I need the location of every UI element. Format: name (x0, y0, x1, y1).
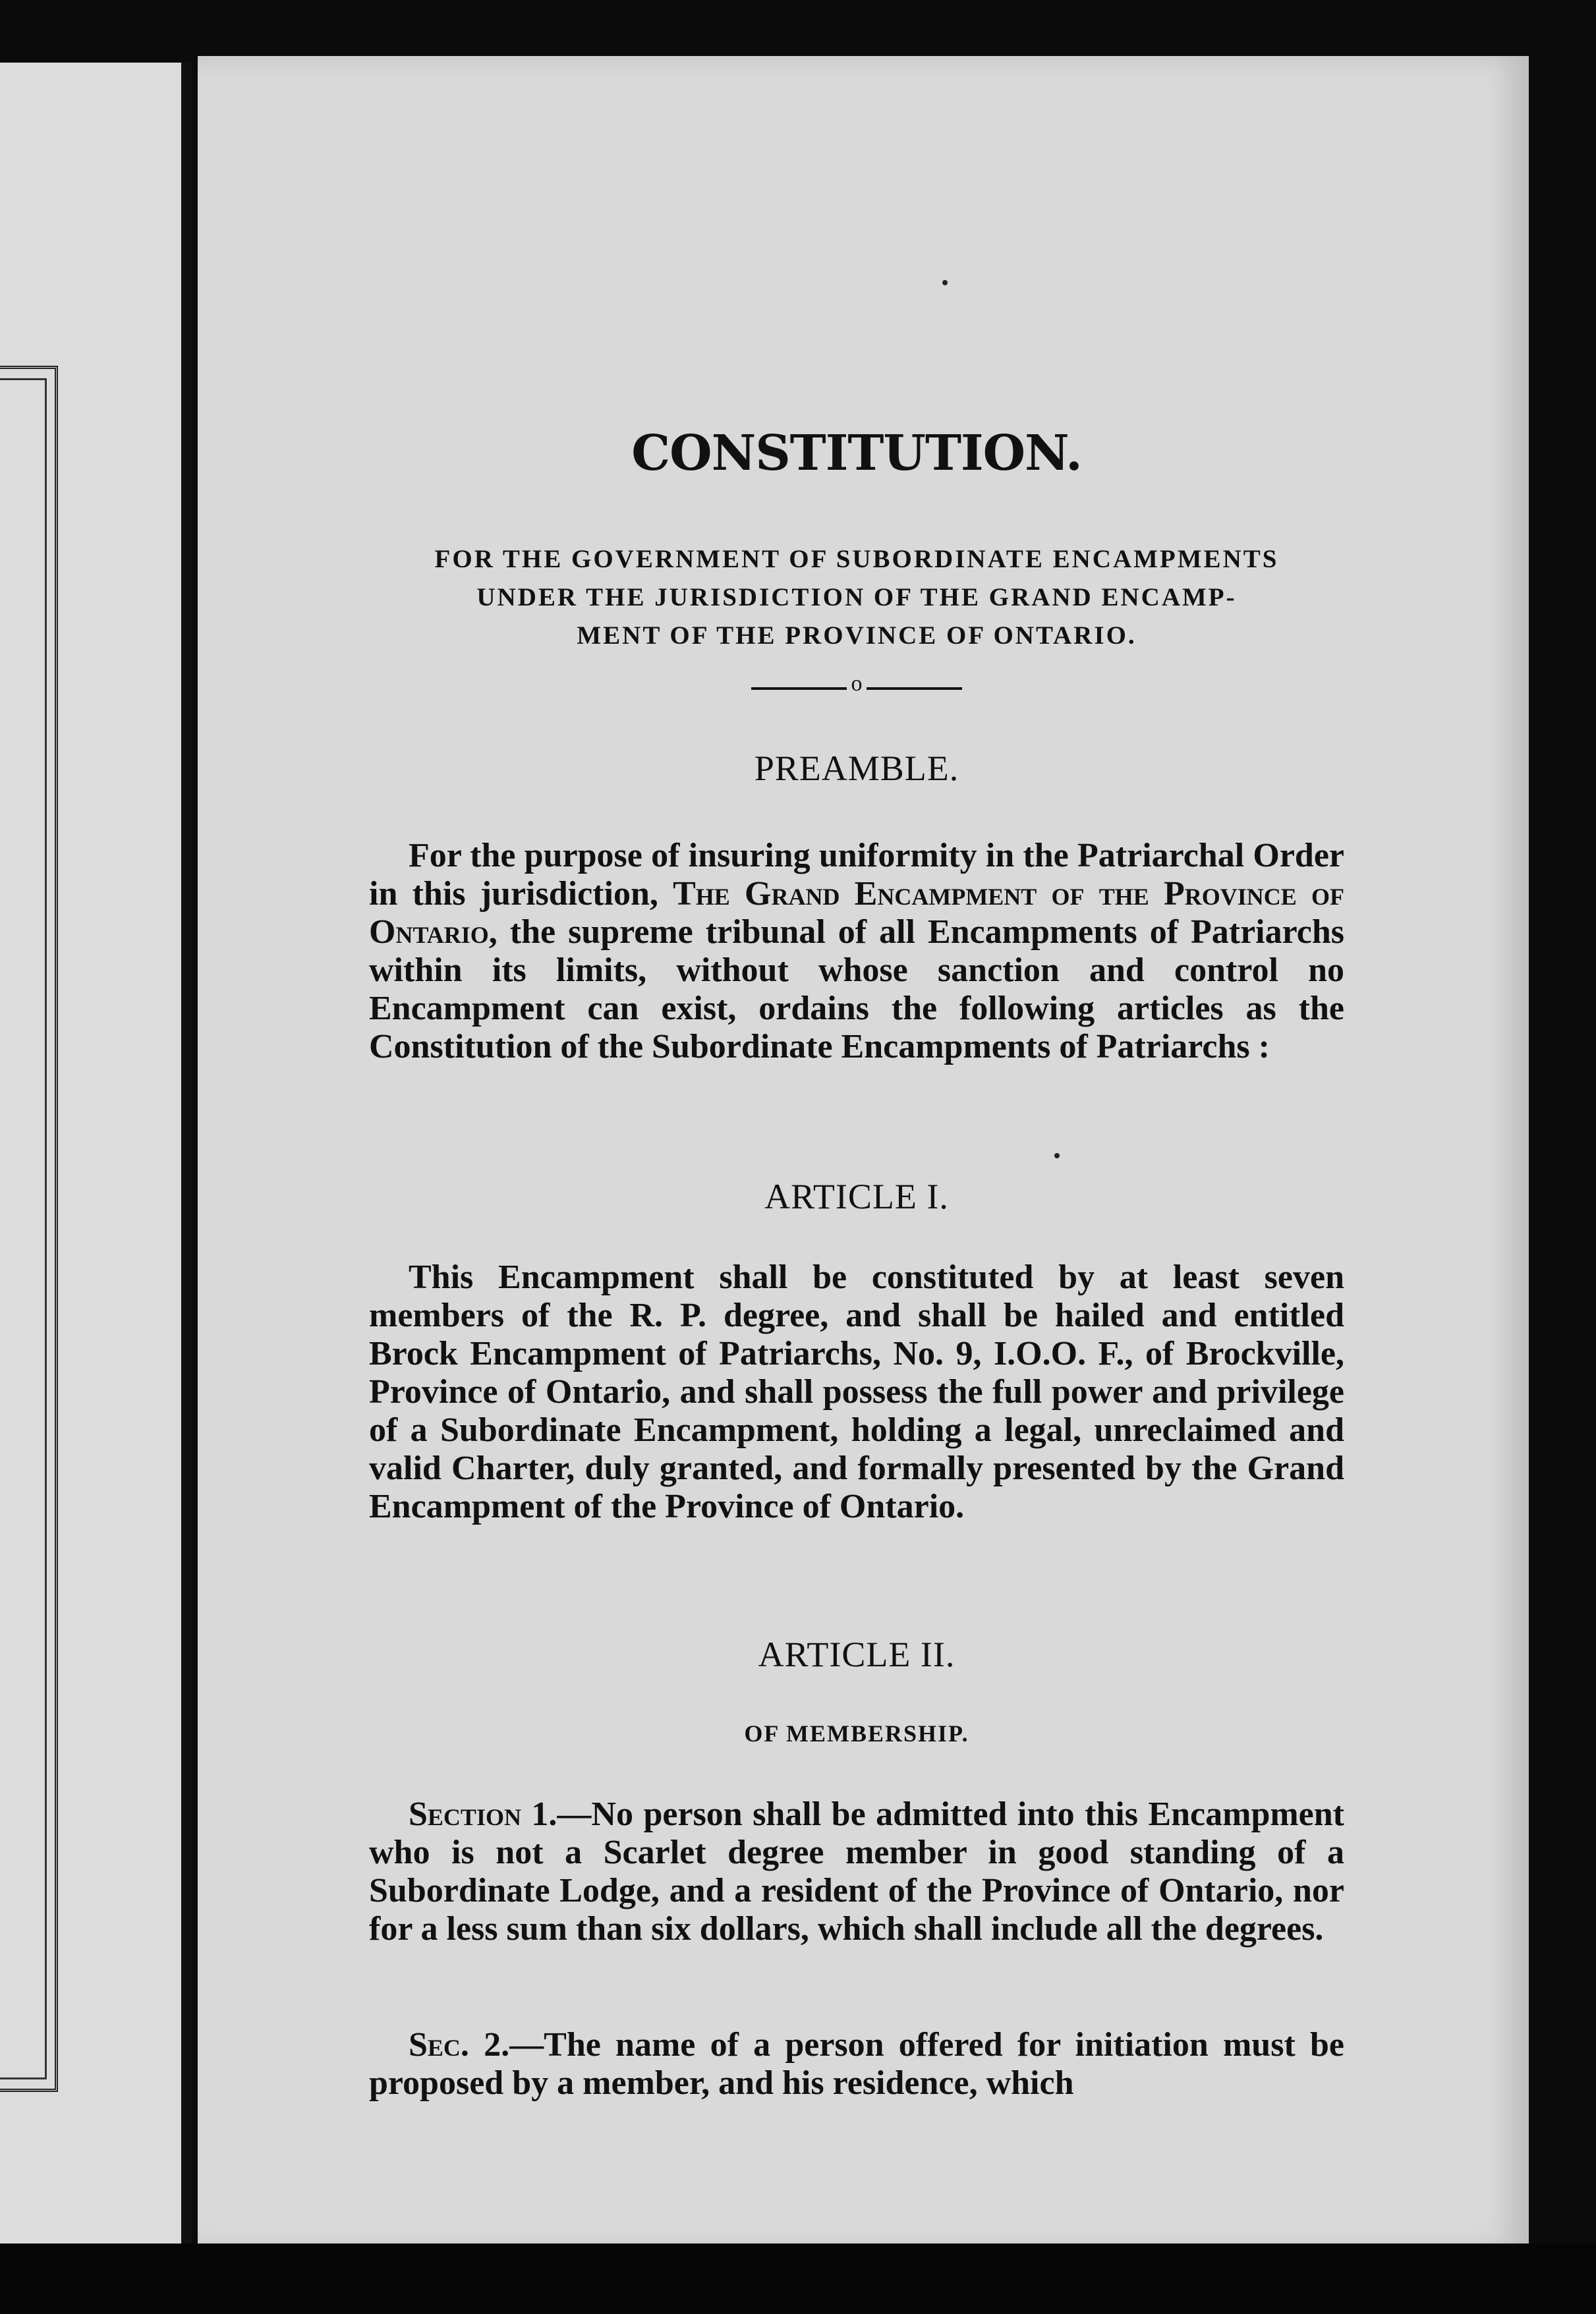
article-2-section-1 (369, 1795, 1344, 1948)
print-speck (942, 280, 948, 285)
article-1-text (369, 1258, 1344, 1526)
divider-ornament: o (847, 675, 867, 692)
subtitle (369, 540, 1344, 655)
preamble-heading: PREAMBLE. (754, 748, 959, 788)
article-2-subheading: OF MEMBERSHIP. (744, 1720, 969, 1747)
preamble-text-part: , the supreme tribunal of all Encampments of Patriarchs within its limits, without whose sanction and control no Encampment can exist, ordains the following articles as the Constitution of the Subordinate Encampments of Patriarchs : (369, 913, 1344, 1065)
article-1-body: This Encampment shall be constituted by at least seven members of the R. P. degree, and shall be hailed and entitled Brock Encampment of Patriarchs, No. 9, I.O.O. F., of Brockville, Province of Ontario, and shall possess the full power and privilege of a Subordinate Encampment, holding a legal, unreclaimed and valid Charter, duly granted, and formally presented by the Grand Encampment of the Province of Ontario. (369, 1258, 1344, 1525)
article-2-section-2 (369, 2026, 1344, 2102)
subtitle-line: MENT OF THE PROVINCE OF ONTARIO. (577, 621, 1137, 650)
preamble-text-part: For the purpose of insuring uniformity in the Patriarchal Order in this jurisdiction, (369, 837, 1344, 913)
ornamental-divider (751, 671, 962, 698)
left-page (0, 63, 191, 2250)
print-speck (1054, 1153, 1060, 1158)
scan-bottom-edge (0, 2243, 1596, 2314)
section-label: Section 1. (409, 1795, 557, 1833)
book-gutter (181, 63, 192, 2250)
document-page (198, 56, 1529, 2250)
preamble-text (369, 837, 1344, 1066)
section-text: —No person shall be admitted into this Encampment who is not a Scarlet degree member in good standing of a Subordinate Lodge, and a resident of the Province of Ontario, nor for a less sum than six dollars, which shall include all the degrees. (369, 1795, 1345, 1948)
left-page-border-frame (0, 366, 58, 2092)
page-title: CONSTITUTION. (631, 425, 1082, 482)
section-text: —The name of a person offered for initiation must be proposed by a member, and his residence, which (369, 2026, 1344, 2102)
article-1-heading: ARTICLE I. (764, 1177, 949, 1216)
subtitle-line: UNDER THE JURISDICTION OF THE GRAND ENCAMP- (476, 583, 1237, 611)
section-label: Sec. 2. (409, 2026, 510, 2064)
subtitle-line: FOR THE GOVERNMENT OF SUBORDINATE ENCAMPMENTS (434, 545, 1279, 573)
preamble-grand-encampment: The Grand Encampment of the Province of Ontario (369, 875, 1344, 951)
article-2-heading: ARTICLE II. (758, 1635, 955, 1674)
